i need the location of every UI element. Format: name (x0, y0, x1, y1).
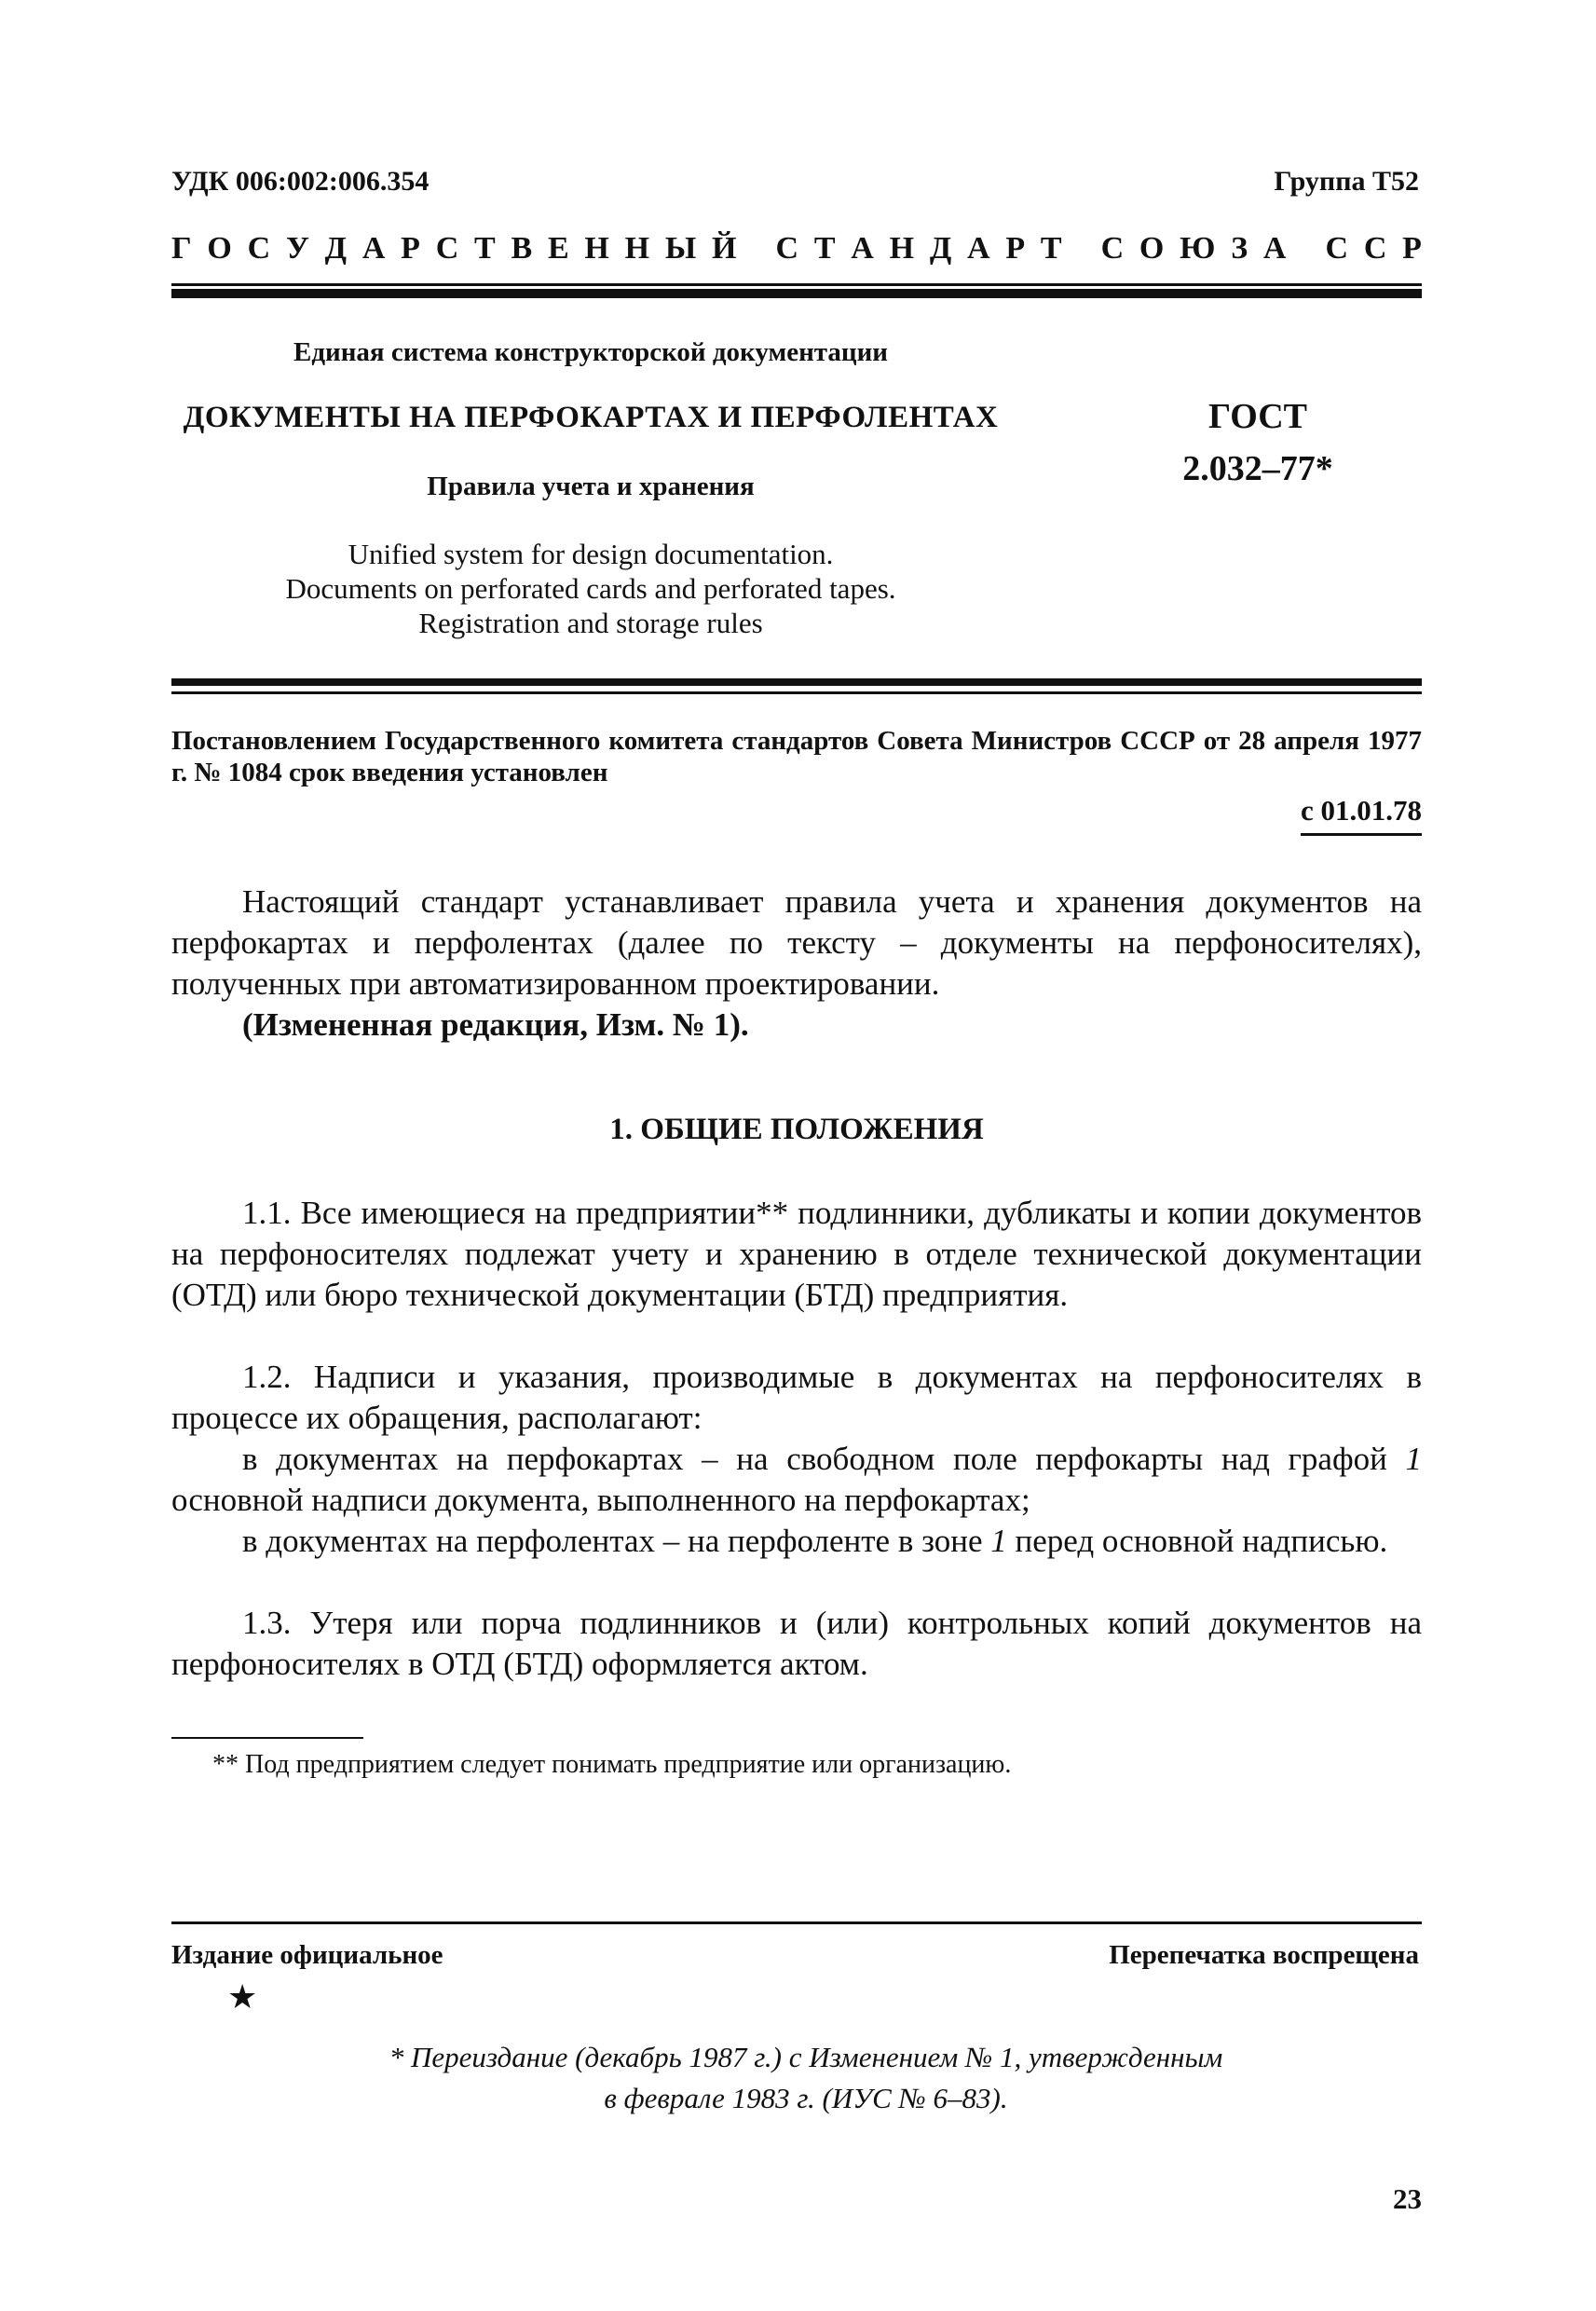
title-rule-thin (171, 691, 1422, 694)
header-rule-thin (171, 283, 1422, 286)
heading-letter: З (1231, 231, 1248, 266)
official-edition: Издание официальное (171, 1940, 443, 1970)
english-title-line: Unified system for design documentation. (348, 538, 834, 570)
heading-letter: Т (474, 231, 496, 266)
state-standard-heading (171, 231, 1422, 267)
header-rule-thick (171, 289, 1422, 298)
section-heading: 1. ОБЩИЕ ПОЛОЖЕНИЯ (609, 1113, 984, 1146)
clause-text: в документах на перфолентах – на перфоленте в зоне (242, 1523, 991, 1559)
document-subtitle: Правила учета и хранения (427, 472, 755, 501)
heading-letter: О (207, 231, 232, 266)
heading-letter (752, 231, 760, 267)
english-title-line: Registration and storage rules (418, 607, 763, 639)
heading-letter: С (1363, 231, 1387, 266)
heading-letter: А (1262, 231, 1287, 266)
clause-text: перед основной надписью. (1006, 1523, 1388, 1559)
clause-1-1: 1.1. Все имеющиеся на предприятии** подлинники, дубликаты и копии документов на перфоносителях подлежат учету и хранению в отделе технической документации (ОТД) или бюро технической документации (БТД) предприятия. (171, 1195, 1422, 1313)
heading-letter: У (285, 231, 309, 266)
heading-letter (1302, 231, 1310, 267)
english-title (171, 537, 1010, 640)
heading-letter: Р (401, 231, 420, 266)
heading-letter: С (1325, 231, 1349, 266)
reissue-line: * Переиздание (декабрь 1987 г.) с Изменением № 1, утвержденным (389, 2041, 1223, 2073)
heading-letter (1077, 231, 1085, 267)
gost-number: 2.032–77* (1182, 449, 1333, 488)
zone-number: 1 (990, 1523, 1007, 1559)
group-code: Группа Т52 (1274, 166, 1419, 197)
heading-letter: Н (624, 231, 650, 266)
english-title-line: Documents on perforated cards and perforated tapes. (285, 572, 896, 605)
zone-number: 1 (1405, 1441, 1422, 1477)
star-icon: ★ (227, 1978, 258, 2016)
system-name: Единая система конструкторской документации (293, 337, 888, 367)
heading-letter: Т (1040, 231, 1062, 266)
heading-letter: Г (171, 231, 192, 266)
intro-paragraph: Настоящий стандарт устанавливает правила учета и хранения документов на перфокартах и перфолентах (далее по тексту – документы на перфоносителях), полученных при автоматизированном проектировании. (171, 883, 1422, 1002)
gost-label: ГОСТ (1207, 397, 1308, 436)
reissue-line: в феврале 1983 г. (ИУС № 6–83). (604, 2082, 1008, 2114)
clause-1-2: 1.2. Надписи и указания, производимые в документах на перфоносителях в процессе их обращения, располагают: (171, 1359, 1422, 1436)
udk-code: УДК 006:002:006.354 (171, 166, 430, 197)
heading-letter: С (435, 231, 459, 266)
heading-letter: Т (813, 231, 836, 266)
heading-letter: С (247, 231, 271, 266)
document-title: ДОКУМЕНТЫ НА ПЕРФОКАРТАХ И ПЕРФОЛЕНТАХ (183, 401, 999, 434)
footnote-rule (171, 1737, 363, 1739)
heading-letter: А (966, 231, 990, 266)
reprint-prohibited: Перепечатка воспрещена (1109, 1940, 1419, 1970)
clause-text: основной надписи документа, выполненного на перфокартах; (171, 1482, 1030, 1518)
footnote: ** Под предприятием следует понимать предприятие или организацию. (212, 1750, 1012, 1779)
heading-letter: Ю (1180, 231, 1216, 266)
heading-letter: Е (547, 231, 569, 266)
heading-letter: А (361, 231, 386, 266)
clause-1-3: 1.3. Утеря или порча подлинников и (или) контрольных копий документов на перфоносителях в ОТД (БТД) оформляется актом. (171, 1605, 1422, 1682)
clause-text: в документах на перфокартах – на свободном поле перфокарты над графой (242, 1441, 1406, 1477)
decree-text: Постановлением Государственного комитета стандартов Совета Министров СССР от 28 апреля 1977 г. № 1084 срок введения установлен (171, 726, 1422, 787)
heading-letter: Н (584, 231, 609, 266)
heading-letter: С (775, 231, 799, 266)
clause-1-2-cards (171, 1439, 1422, 1521)
heading-letter: С (1100, 231, 1125, 266)
page-number: 23 (1393, 2182, 1422, 2215)
heading-letter: Д (929, 231, 952, 266)
heading-letter: Ы (664, 231, 697, 266)
effective-date: с 01.01.78 (1301, 794, 1422, 836)
heading-letter: А (851, 231, 874, 266)
gost-designation (1118, 396, 1398, 489)
heading-letter: Д (324, 231, 348, 266)
footer-rule (171, 1921, 1422, 1924)
title-rule-thick (171, 678, 1422, 686)
revision-note: (Измененная редакция, Изм. № 1). (242, 1006, 749, 1043)
heading-letter: Н (889, 231, 915, 266)
heading-letter: О (1139, 231, 1165, 266)
heading-letter: Р (1402, 231, 1422, 266)
reissue-note (280, 2037, 1332, 2119)
heading-letter: Р (1005, 231, 1026, 266)
clause-1-2-tapes (171, 1521, 1422, 1562)
heading-letter: В (511, 231, 533, 266)
heading-letter: Й (712, 231, 737, 266)
